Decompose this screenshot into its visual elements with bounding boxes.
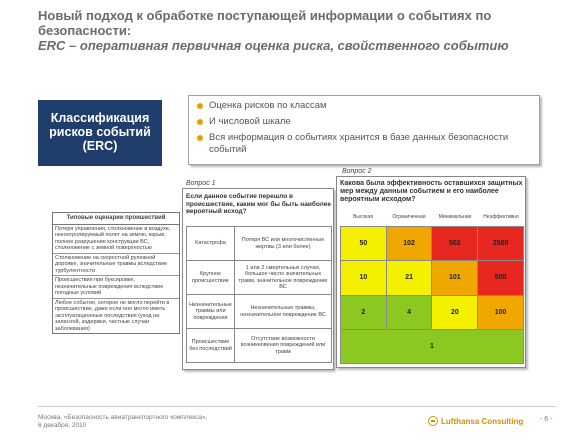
scenario-row: Любое событие, которое не могло перейти в происшествие, даже если оно могло иметь эксплуатационные последствия (уход на запасной, задержки, частные случаи заболевания): [55, 299, 170, 332]
classification-line-2: рисков событий: [49, 125, 151, 139]
risk-cell: 500: [478, 261, 524, 295]
outcome-table: [186, 226, 332, 363]
risk-cell: 502: [432, 227, 478, 261]
classification-line-3: (ERC): [82, 139, 118, 153]
risk-cell: 20: [432, 295, 478, 329]
outcome-row: [187, 295, 332, 329]
classification-line-1: Классификация: [50, 111, 150, 125]
bullet-item: Оценка рисков по классам: [195, 100, 533, 112]
risk-cell: 101: [432, 261, 478, 295]
risk-cell: 100: [478, 295, 524, 329]
footer-line-2: 6 декабря, 2010: [38, 422, 87, 429]
lufthansa-logo: [428, 416, 523, 426]
risk-cell-bottom: 1: [341, 329, 524, 363]
risk-matrix-row: [341, 329, 524, 363]
question-2-title: Какова была эффективность оставшихся защитных мер между данным событием и его наиболее вероятным исходом?: [340, 180, 523, 203]
scenarios-table: [52, 212, 180, 334]
risk-cell: 50: [341, 227, 387, 261]
risk-cell: 10: [341, 261, 387, 295]
title-line-1: Новый подход к обработке поступающей информации о событиях по: [38, 8, 492, 23]
outcome-description-cell: Потеря ВС или многочисленные жертвы (3 или более): [235, 227, 332, 261]
risk-cell: 2500: [478, 227, 524, 261]
effectiveness-column-label: Неэффективно: [483, 214, 519, 220]
effectiveness-column-label: Минимальная: [438, 214, 472, 220]
bullet-list: [195, 100, 533, 156]
crane-icon: [428, 416, 438, 426]
effectiveness-header: [340, 214, 524, 220]
outcome-description-cell: 1 или 2 смертельных случая, большое число значительных травм, значительное повреждение ВС: [235, 261, 332, 295]
title-line-2: безопасности:: [38, 23, 132, 38]
bullet-item: Вся информация о событиях хранится в базе данных безопасности событий: [195, 132, 533, 156]
classification-box: [38, 100, 162, 166]
scenario-row: Происшествия при буксировке, незначительные повреждения вследствие погодных условий: [53, 276, 179, 299]
scenarios-table-header: Типовые оценарии проишествий: [53, 213, 179, 225]
bullet-item: И числовой шкале: [195, 116, 533, 128]
risk-cell: 21: [386, 261, 432, 295]
effectiveness-column-label: Ограниченная: [392, 214, 426, 220]
footer-text: [38, 414, 207, 430]
question-2-label: Вопрос 2: [342, 168, 372, 175]
footer-line-1: Москва, «Безопасность авиатранспортного комплекса»,: [38, 414, 208, 421]
bullet-box: [188, 95, 540, 165]
outcome-description-cell: Незначительные травмы, незначительное повреждение ВС: [235, 295, 332, 329]
outcome-cell: Катастрофа: [187, 227, 235, 261]
outcome-row: [187, 261, 332, 295]
outcome-row: [187, 227, 332, 261]
logo-text: Lufthansa Consulting: [441, 416, 524, 426]
scenario-row: Столкновение на скоростной рулежной дорожке, значительные травмы вследствие турбулентности: [53, 254, 179, 277]
risk-matrix-row: [341, 261, 524, 295]
outcome-cell: Крупное происшествие: [187, 261, 235, 295]
risk-matrix-row: [341, 295, 524, 329]
page-number: - 6 -: [540, 416, 553, 423]
risk-cell: 4: [386, 295, 432, 329]
title-line-3: ERC – оперативная первичная оценка риска, свойственного событию: [38, 38, 509, 53]
outcome-row: [187, 329, 332, 363]
scenario-row: Потеря управления, столкновение в воздухе, неконтролируемый полет на землю, взрыв, полное разрушение конструкции ВС, столкновение с земной поверхностью: [53, 225, 179, 254]
slide-title: [38, 8, 558, 53]
risk-cell: 102: [386, 227, 432, 261]
question-1-label: Вопрос 1: [186, 180, 216, 187]
outcome-cell: Происшествие без последствий: [187, 329, 235, 363]
outcome-cell: Незначительные травмы или повреждения: [187, 295, 235, 329]
question-1-title: Если данное событие перешло в происшествие, каким мог бы быть наиболее вероятный исход?: [186, 193, 331, 215]
effectiveness-column-label: Высокая: [352, 214, 374, 220]
footer-divider: [38, 406, 556, 407]
risk-matrix-row: [341, 227, 524, 261]
risk-matrix: [340, 226, 524, 364]
risk-cell: 2: [341, 295, 387, 329]
outcome-description-cell: Отсутствие возможности возникновения повреждений или травм: [235, 329, 332, 363]
